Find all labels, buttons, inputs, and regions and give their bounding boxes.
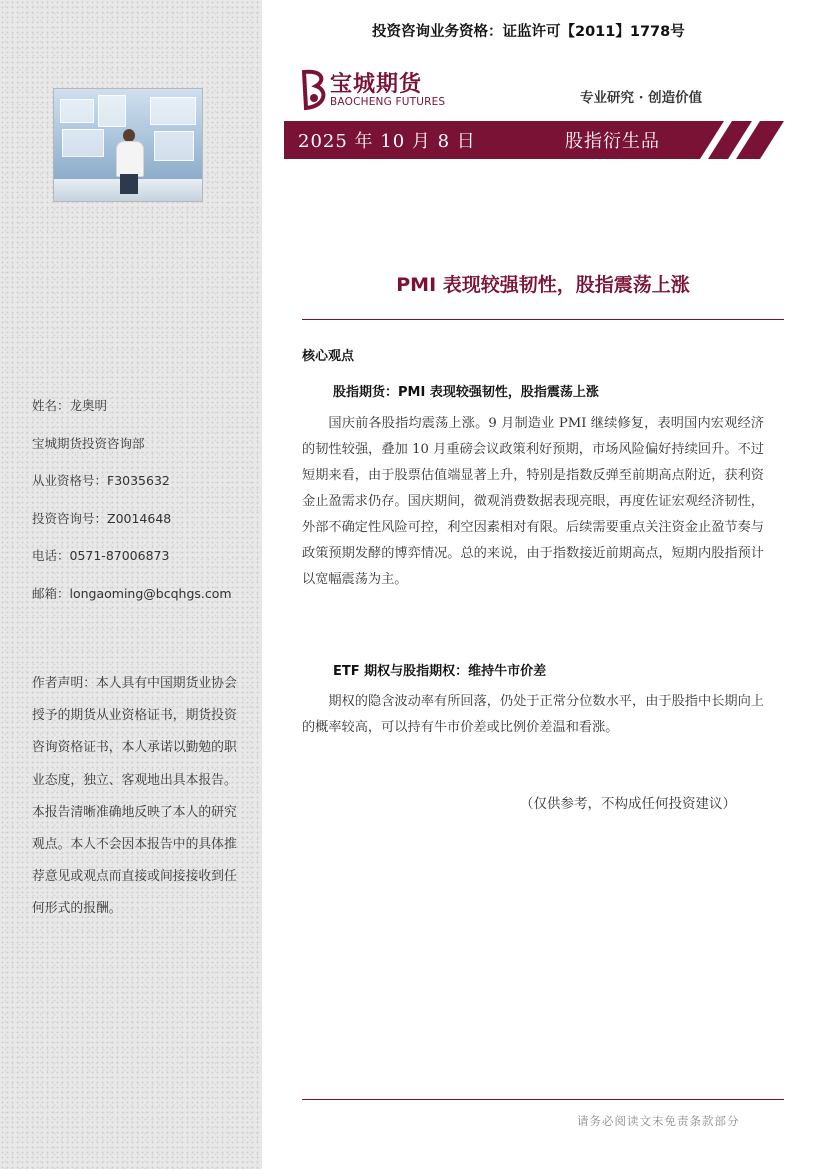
report-title: PMI 表现较强韧性，股指震荡上涨 xyxy=(396,274,690,296)
logo-english-name: BAOCHENG FUTURES xyxy=(330,96,446,108)
report-date: 2025 年 10 月 8 日 xyxy=(298,131,476,152)
title-divider xyxy=(302,319,784,320)
analyst-consult-number: 投资咨询号：Z0014648 xyxy=(32,510,172,526)
analyst-contact xyxy=(32,396,247,621)
businessman-dashboard-photo xyxy=(53,88,203,202)
report-category: 股指衍生品 xyxy=(565,131,660,152)
author-declaration: 作者声明：本人具有中国期货业协会授予的期货从业资格证书，期货投资咨询资格证书，本人承诺以勤勉的职业态度，独立、客观地出具本报告。本报告清晰准确地反映了本人的研究观点。本人不会因本报告中的具体推荐意见或观点而直接或间接接收到任何形式的报酬。 xyxy=(32,676,237,917)
analyst-license: 从业资格号：F3035632 xyxy=(32,473,170,488)
analyst-name: 姓名：龙奥明 xyxy=(32,398,108,413)
section-body-futures: 国庆前各股指均震荡上涨。9 月制造业 PMI 继续修复，表明国内宏观经济的韧性较强，叠加 10 月重磅会议政策利好预期，市场风险偏好持续回升。不过短期来看，由于股票估值端显著上升，特别是指数反弹至前期高点附近，获利资金止盈需求仍存。国庆期间，微观消费数据表现亮眼，再度佐证宏观经济韧性，外部不确定性风险可控，利空因素相对有限。后续需要重点关注资金止盈节奏与政策预期发酵的博弈情况。总的来说，由于指数接近前期高点，短期内股指预计以宽幅震荡为主。 xyxy=(302,416,764,587)
qualification-line: 投资咨询业务资格：证监许可【2011】1778号 xyxy=(372,24,685,40)
footer-divider xyxy=(302,1099,784,1100)
analyst-email: 邮箱：longaoming@bcqhgs.com xyxy=(32,585,232,601)
section-heading-futures: 股指期货：PMI 表现较强韧性，股指震荡上涨 xyxy=(333,385,599,400)
analyst-phone: 电话：0571-87006873 xyxy=(32,548,170,563)
logo-chinese-name: 宝城期货 xyxy=(330,71,423,97)
tagline: 专业研究 · 创造价值 xyxy=(580,90,703,106)
footer-disclaimer: 请务必阅读文末免责条款部分 xyxy=(577,1114,740,1128)
section-heading-options: ETF 期权与股指期权：维持牛市价差 xyxy=(333,664,547,679)
section-body-options: 期权的隐含波动率有所回落，仍处于正常分位数水平，由于股指中长期向上的概率较高，可以持有牛市价差或比例价差温和看涨。 xyxy=(302,694,764,735)
disclaimer-note: （仅供参考，不构成任何投资建议） xyxy=(520,796,736,812)
core-heading: 核心观点 xyxy=(302,349,355,364)
analyst-department: 宝城期货投资咨询部 xyxy=(32,435,145,451)
sidebar xyxy=(0,0,262,1169)
